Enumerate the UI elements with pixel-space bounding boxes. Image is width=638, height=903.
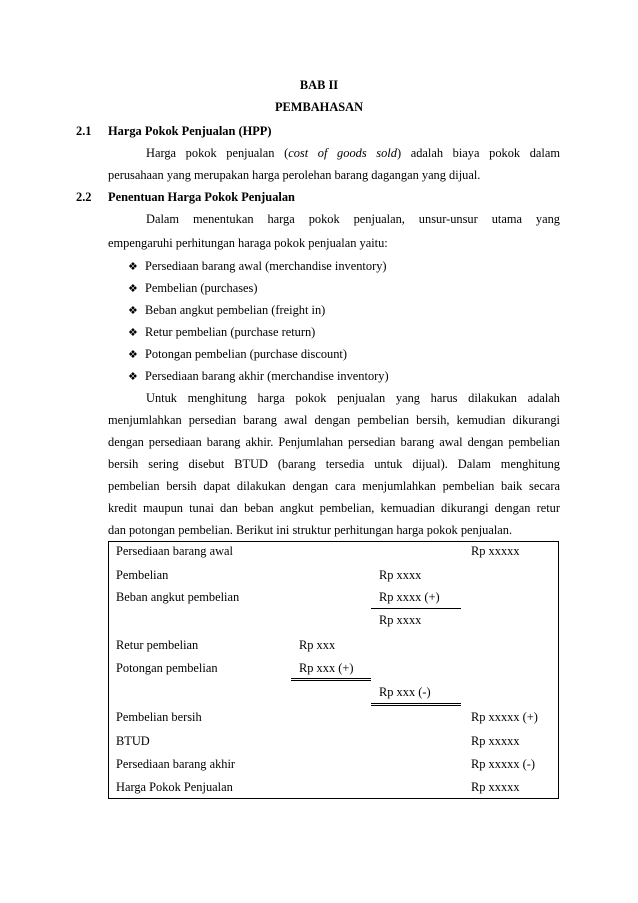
amount: Rp xxx	[299, 638, 336, 652]
section-2-2-intro-line-2: empengaruhi perhitungan haraga pokok penjualan yaitu:	[108, 236, 388, 250]
amount: Rp xxxxx	[471, 544, 520, 558]
row-label: Retur pembelian	[116, 638, 199, 652]
section-title-2-2: Penentuan Harga Pokok Penjualan	[108, 190, 295, 204]
section-title-2-1: Harga Pokok Penjualan (HPP)	[108, 124, 272, 138]
row-label: BTUD	[116, 734, 150, 748]
paragraph-line: kredit maupun tunai dan beban angkut pembelian, kemuadian dikurangi dengan retur	[108, 501, 560, 515]
amount: Rp xxxx	[379, 568, 422, 582]
diamond-bullet-icon: ❖	[128, 349, 138, 361]
sum-underline	[291, 678, 371, 681]
paragraph-line: dan potongan pembelian. Berikut ini struktur perhitungan harga pokok penjualan.	[108, 523, 513, 537]
amount: Rp xxxxx (+)	[471, 710, 538, 724]
paragraph-line: Untuk menghitung harga pokok penjualan yang harus dilakukan adalah	[146, 391, 560, 405]
list-item: ❖ Potongan pembelian (purchase discount)	[128, 347, 347, 361]
list-item: ❖ Persediaan barang akhir (merchandise inventory)	[128, 369, 389, 383]
paragraph-line: bersih sering disebut BTUD (barang tersedia untuk dijual). Dalam menghitung	[108, 457, 560, 471]
chapter-title: PEMBAHASAN	[274, 100, 364, 114]
section-number-2-1: 2.1	[76, 124, 92, 138]
diamond-bullet-icon: ❖	[128, 371, 138, 383]
amount: Rp xxx (-)	[379, 685, 431, 699]
amount: Rp xxxxx	[471, 780, 520, 794]
paragraph-line: menjumlahkan persedian barang awal dengan pembelian bersih, kemudian dikurangi	[108, 413, 560, 427]
section-2-1-line-2: perusahaan yang merupakan harga perolehan barang dagangan yang dijual.	[108, 168, 481, 182]
amount: Rp xxxx (+)	[379, 590, 440, 604]
section-number-2-2: 2.2	[76, 190, 92, 204]
row-label: Pembelian	[116, 568, 169, 582]
list-item: ❖ Pembelian (purchases)	[128, 281, 258, 295]
amount: Rp xxxx	[379, 613, 422, 627]
list-item: ❖ Persediaan barang awal (merchandise inventory)	[128, 259, 387, 273]
paragraph-line: pembelian bersih dapat dilakukan dengan cara menjumlahkan pembelian baik secara	[108, 479, 560, 493]
amount: Rp xxxxx (-)	[471, 757, 536, 771]
list-item: ❖ Retur pembelian (purchase return)	[128, 325, 316, 339]
list-item: ❖ Beban angkut pembelian (freight in)	[128, 303, 326, 317]
section-2-2-intro-line-1: Dalam menentukan harga pokok penjualan, unsur-unsur utama yang	[146, 212, 560, 226]
section-2-1-line-1: Harga pokok penjualan (cost of goods sold) adalah biaya pokok dalam	[146, 146, 561, 160]
sum-underline	[371, 703, 461, 706]
row-label: Potongan pembelian	[116, 661, 218, 675]
sum-underline	[371, 608, 461, 609]
amount: Rp xxx (+)	[299, 661, 354, 675]
amount: Rp xxxxx	[471, 734, 520, 748]
row-label: Persediaan barang akhir	[116, 757, 236, 771]
diamond-bullet-icon: ❖	[128, 261, 138, 273]
row-label: Pembelian bersih	[116, 710, 202, 724]
chapter-label: BAB II	[299, 78, 339, 92]
diamond-bullet-icon: ❖	[128, 283, 138, 295]
diamond-bullet-icon: ❖	[128, 327, 138, 339]
diamond-bullet-icon: ❖	[128, 305, 138, 317]
row-label: Harga Pokok Penjualan	[116, 780, 233, 794]
hpp-calculation-table	[108, 541, 559, 799]
paragraph-line: dengan persediaan barang akhir. Penjumlahan persedian barang awal dengan pembelian	[108, 435, 560, 449]
row-label: Beban angkut pembelian	[116, 590, 240, 604]
row-label: Persediaan barang awal	[116, 544, 233, 558]
